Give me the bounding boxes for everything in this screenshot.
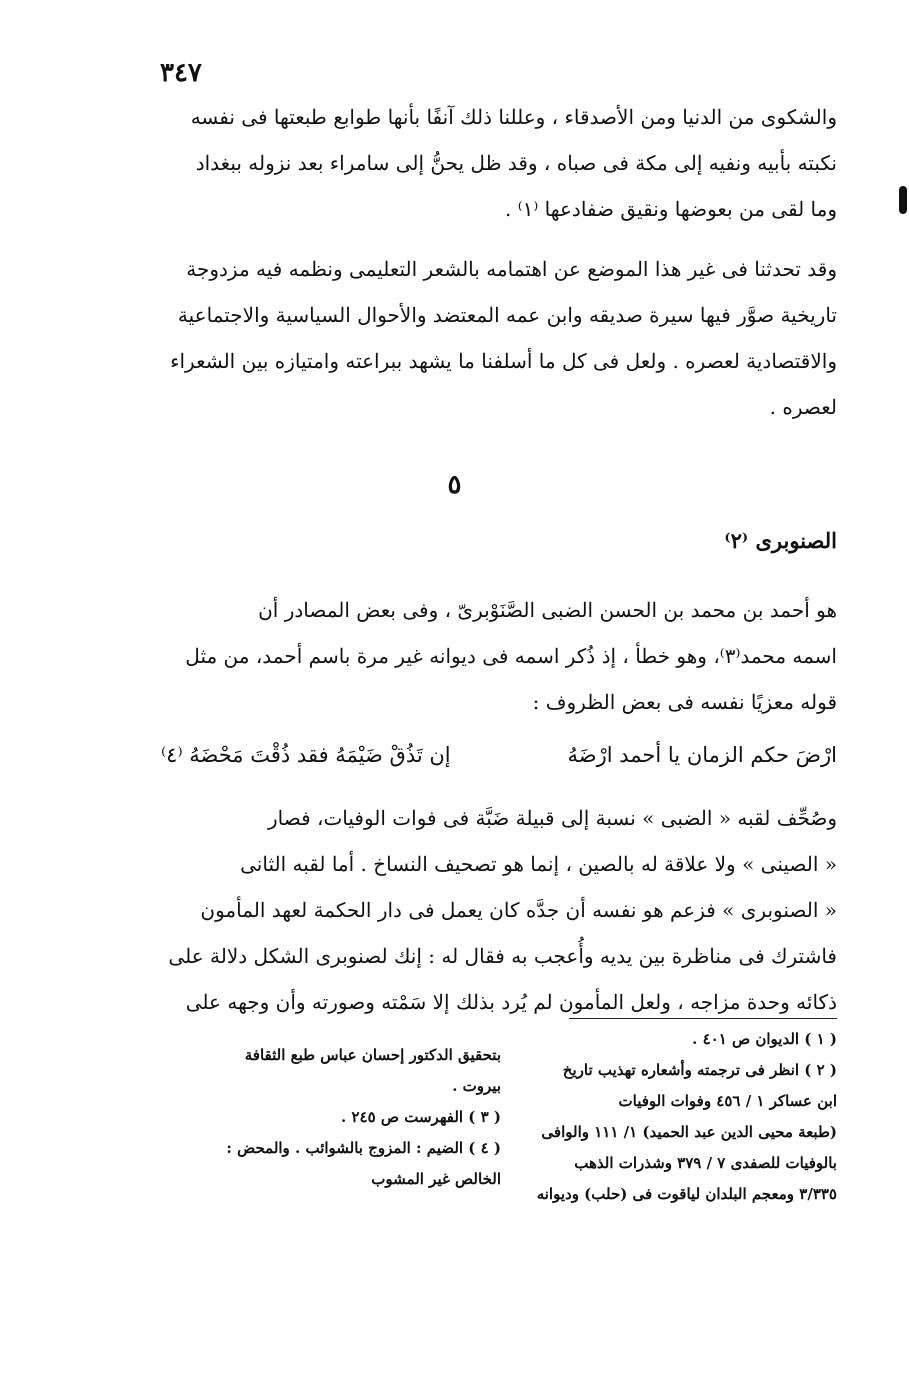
paragraph-1 xyxy=(161,94,837,232)
paragraph-line: فاشترك فى مناظرة بين يديه وأُعجب به فقال له : إنك لصنوبرى الشكل دلالة على xyxy=(168,944,837,968)
verse-first-hemistich: ارْضَ حكم الزمان يا أحمد ارْضَهُ xyxy=(567,743,837,767)
paragraph-4 xyxy=(161,795,837,1025)
paragraph-line: وصُحِّف لقبه « الضبى » نسبة إلى قبيلة ضَبَّة فى فوات الوفيات، فصار xyxy=(267,806,837,830)
footnote-line: (طبعة محيى الدين عبد الحميد) ١/ ١١١ والوافى xyxy=(541,1123,837,1141)
paragraph-3 xyxy=(161,587,837,725)
paragraph-line: لعصره . xyxy=(769,395,837,419)
footnote-line: ( ٢ ) انظر فى ترجمته وأشعاره تهذيب تاريخ xyxy=(562,1061,837,1079)
footnote-line: ٣/٣٣٥ ومعجم البلدان لياقوت فى (حلب) وديوانه xyxy=(536,1185,837,1203)
paragraph-line: قوله معزيًا نفسه فى بعض الظروف : xyxy=(532,690,837,714)
paragraph-line: هو أحمد بن محمد بن الحسن الضبى الصَّنَوْبرىّ ، وفى بعض المصادر أن xyxy=(258,598,837,622)
footnote-line: بالوفيات للصفدى ٧ / ٣٧٩ وشذرات الذهب xyxy=(574,1154,837,1172)
paragraph-line: والاقتصادية لعصره . ولعل فى كل ما أسلفنا ما يشهد ببراعته وامتيازه بين الشعراء xyxy=(170,349,837,373)
footnotes-right-column xyxy=(523,1024,837,1210)
paragraph-line: « الصنوبرى » فزعم هو نفسه أن جدَّه كان يعمل فى دار الحكمة لعهد المأمون xyxy=(200,898,837,922)
footnote-line: ابن عساكر ١ / ٤٥٦ وفوات الوفيات xyxy=(618,1092,837,1110)
page-number: ٣٤٧ xyxy=(160,58,202,88)
footnote-line: بيروت . xyxy=(452,1077,501,1095)
footnote-line: الخالص غير المشوب xyxy=(371,1170,501,1188)
paragraph-line: وقد تحدثنا فى غير هذا الموضع عن اهتمامه بالشعر التعليمى ونظمه فيه مزدوجة xyxy=(186,257,837,281)
paragraph-line: والشكوى من الدنيا ومن الأصدقاء ، وعللنا ذلك آنفًا بأنها طوابع طبعتها فى نفسه xyxy=(190,105,837,129)
footnote-line: ( ١ ) الديوان ص ٤٠١ . xyxy=(692,1030,837,1048)
footnote-separator xyxy=(569,1018,837,1019)
paragraph-2 xyxy=(161,246,837,430)
section-title: الصنوبرى ⁽٢⁾ xyxy=(724,528,837,553)
paragraph-line: وما لقى من بعوضها ونقيق ضفادعها ⁽١⁾ . xyxy=(505,197,837,221)
paragraph-line: اسمه محمد⁽٣⁾، وهو خطأ ، إذ ذُكر اسمه فى ديوانه غير مرة باسم أحمد، من مثل xyxy=(185,644,837,668)
section-number: ٥ xyxy=(447,470,462,500)
poem-verse xyxy=(161,732,837,778)
footnote-line: ( ٣ ) الفهرست ص ٢٤٥ . xyxy=(341,1108,501,1126)
footnote-line: ( ٤ ) الضيم : المزوج بالشوائب . والمحض : xyxy=(226,1139,501,1157)
paragraph-line: تاريخية صوَّر فيها سيرة صديقه وابن عمه المعتضد والأحوال السياسية والاجتماعية xyxy=(177,303,837,327)
footnote-line: بتحقيق الدكتور إحسان عباس طبع الثقافة xyxy=(244,1046,501,1064)
paragraph-line: « الصينى » ولا علاقة له بالصين ، إنما هو تصحيف النساخ . أما لقبه الثانى xyxy=(240,852,837,876)
paragraph-line: نكبته بأبيه ونفيه إلى مكة فى صباه ، وقد ظل يحنُّ إلى سامراء بعد نزوله ببغداد xyxy=(195,151,837,175)
paragraph-line: ذكائه وحدة مزاجه ، ولعل المأمون لم يُرد بذلك إلا سَمْته وصورته وأن وجهه على xyxy=(185,990,837,1014)
margin-mark xyxy=(899,186,907,214)
verse-second-hemistich: إن تَذُقْ ضَيْمَهُ فقد ذُقْتَ مَحْضَهُ ⁽٤⁾ xyxy=(161,743,451,767)
footnotes-left-column xyxy=(165,1040,501,1195)
